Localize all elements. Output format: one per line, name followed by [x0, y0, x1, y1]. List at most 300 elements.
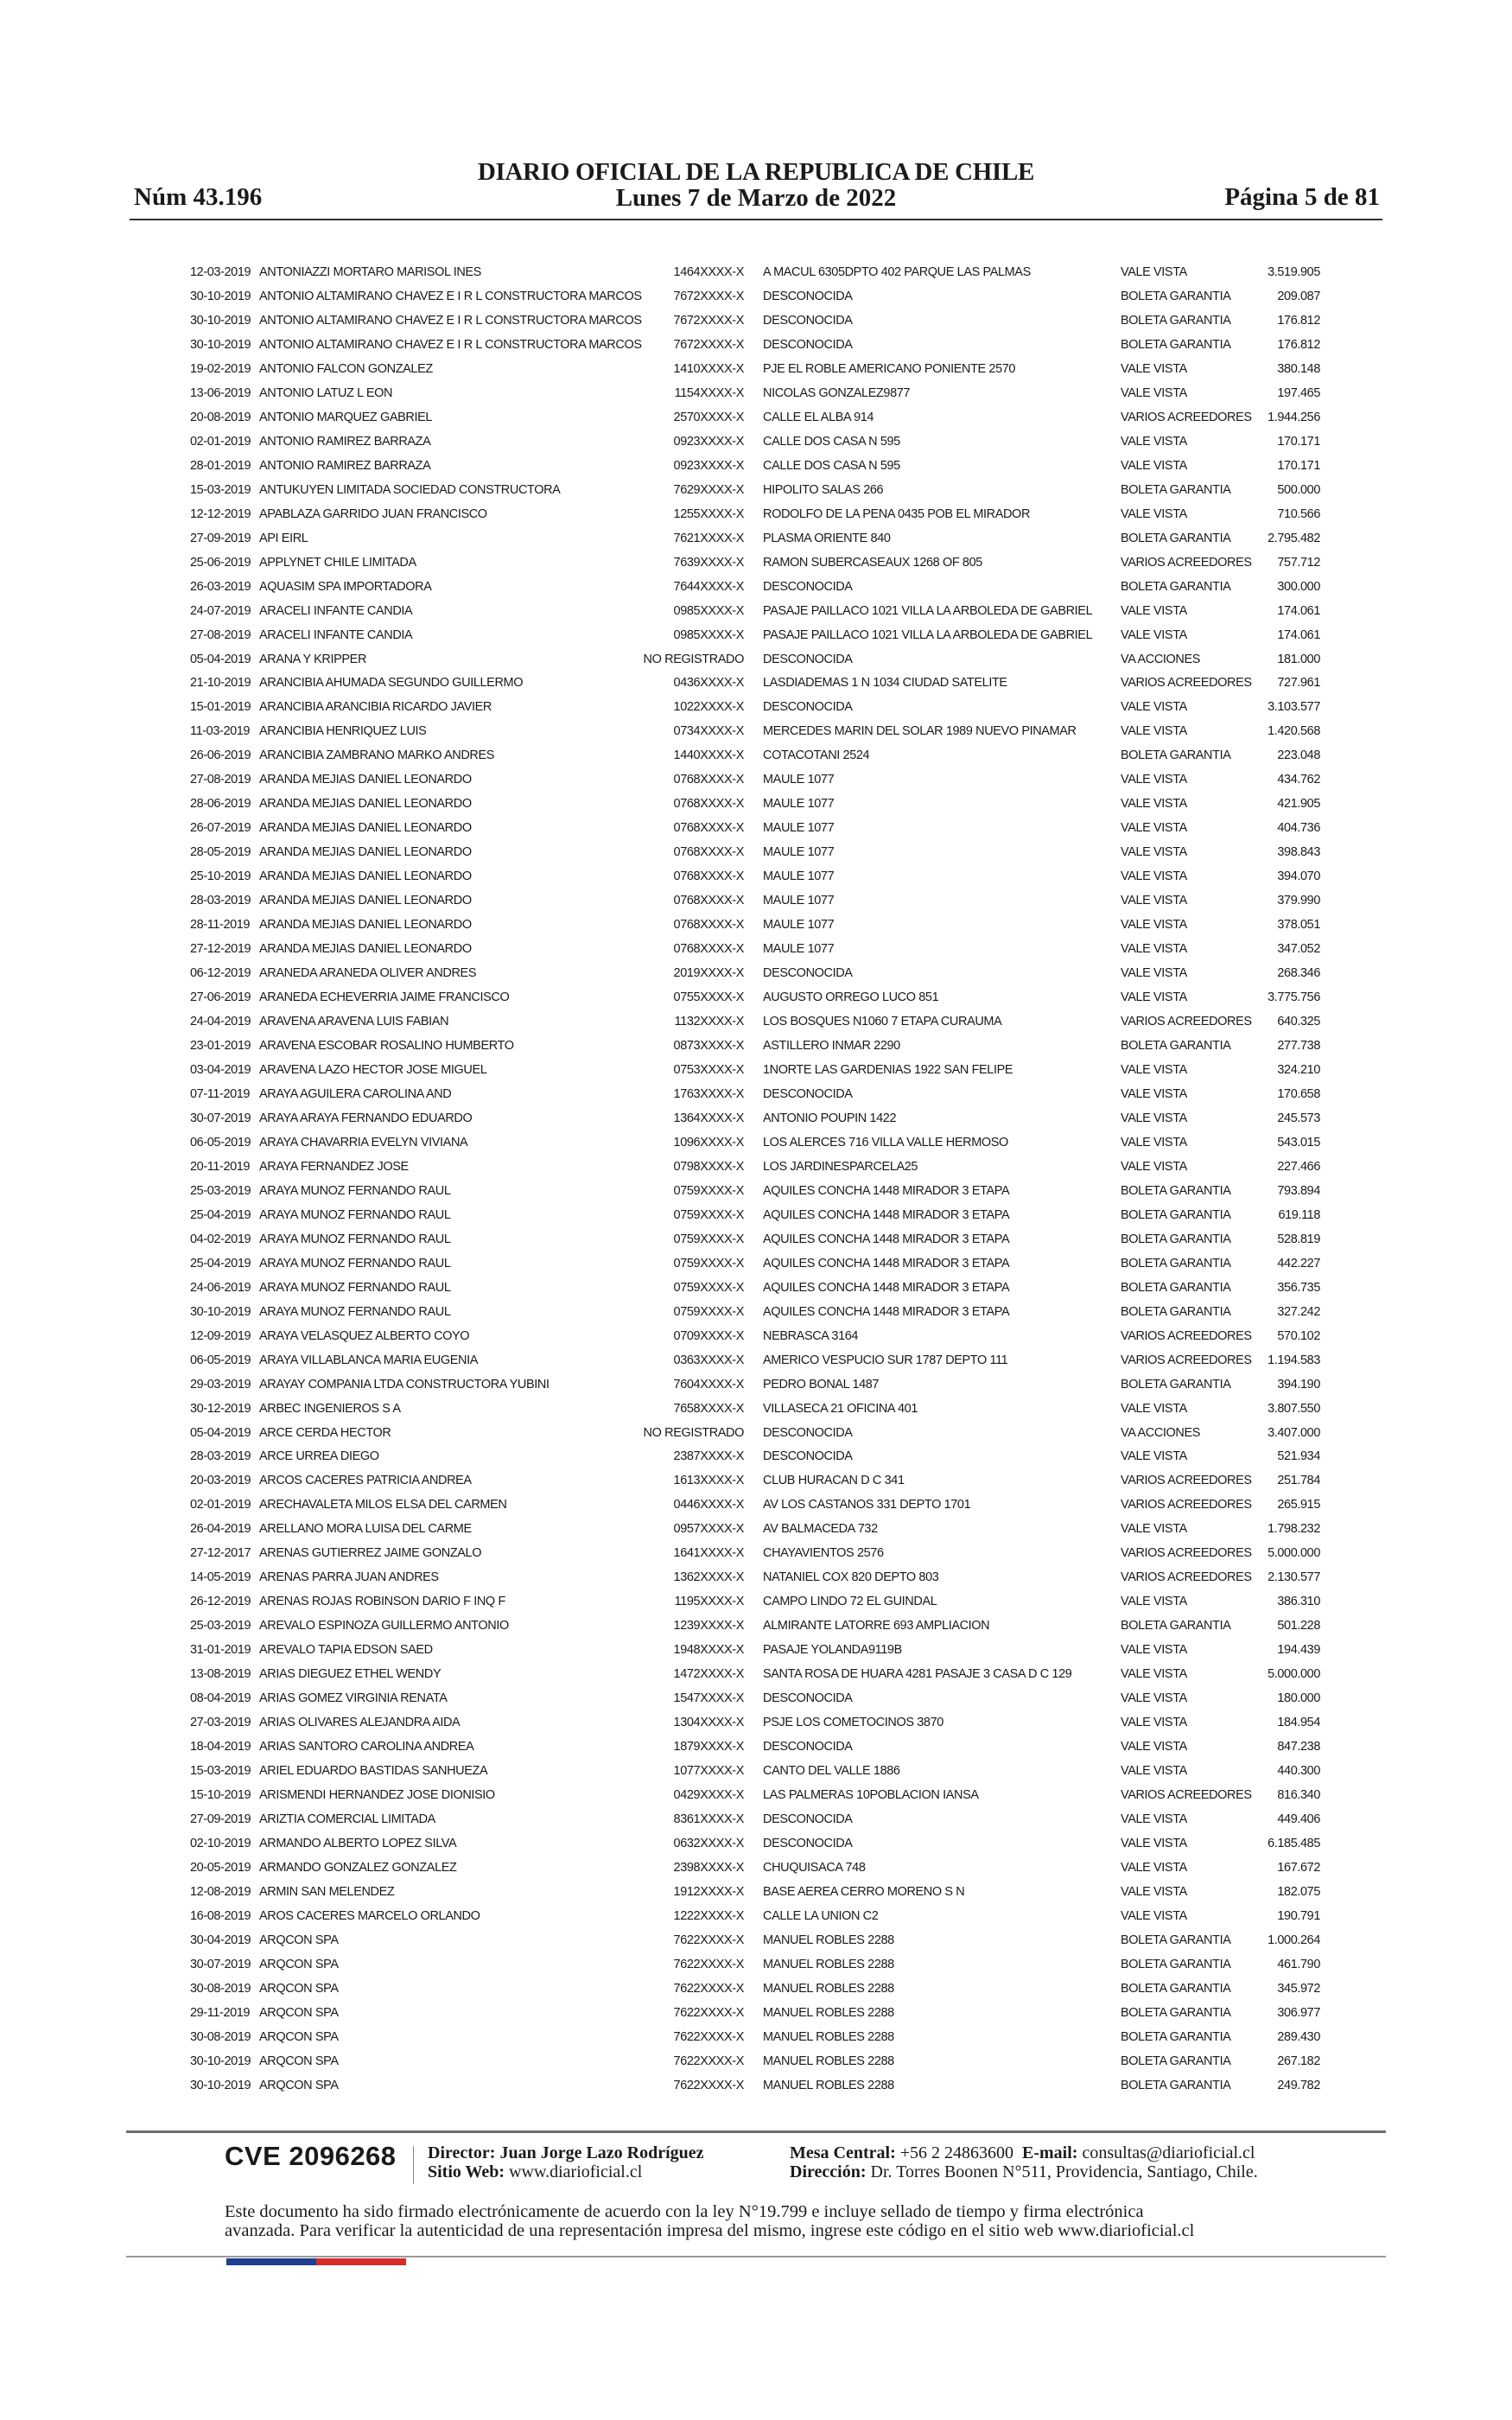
cell-name: ARANDA MEJIAS DANIEL LEONARDO — [259, 845, 472, 860]
cell-type: VARIOS ACREEDORES — [1121, 676, 1252, 691]
cell-address: LOS JARDINESPARCELA25 — [763, 1159, 918, 1174]
cell-date: 24-04-2019 — [190, 1015, 251, 1029]
cell-name: ARANCIBIA HENRIQUEZ LUIS — [259, 724, 427, 739]
cell-type: VALE VISTA — [1121, 265, 1187, 279]
cell-rut: 0436XXXX-X — [673, 676, 744, 691]
cell-amount: 449.406 — [1277, 1812, 1320, 1826]
cell-rut: 7622XXXX-X — [673, 1981, 744, 1996]
cell-address: MANUEL ROBLES 2288 — [763, 2029, 894, 2044]
cell-address: DESCONOCIDA — [763, 579, 853, 594]
cell-date: 20-03-2019 — [190, 1474, 251, 1488]
cell-amount: 227.466 — [1277, 1159, 1320, 1174]
cell-amount: 521.934 — [1277, 1449, 1320, 1464]
cell-name: ARCE CERDA HECTOR — [259, 1425, 391, 1440]
cell-name: ANTONIO LATUZ L EON — [259, 385, 393, 400]
cell-name: ARAVENA ARAVENA LUIS FABIAN — [259, 1015, 449, 1029]
table-row — [0, 284, 1512, 309]
cell-type: BOLETA GARANTIA — [1121, 1619, 1231, 1634]
cell-date: 26-12-2019 — [190, 1595, 251, 1609]
cell-date: 31-01-2019 — [190, 1643, 251, 1658]
cell-name: ARQCON SPA — [259, 1957, 339, 1971]
cell-rut: 0759XXXX-X — [673, 1256, 744, 1270]
cell-amount: 501.228 — [1277, 1619, 1320, 1634]
cell-amount: 251.784 — [1277, 1474, 1320, 1488]
cell-address: ALMIRANTE LATORRE 693 AMPLIACION — [763, 1619, 990, 1634]
cell-name: ARANEDA ARANEDA OLIVER ANDRES — [259, 966, 477, 981]
cell-type: VALE VISTA — [1121, 821, 1187, 836]
mesa-label: Mesa Central: — [790, 2143, 896, 2162]
cell-amount: 5.000.000 — [1267, 1667, 1320, 1682]
cell-name: ARAYA VILLABLANCA MARIA EUGENIA — [259, 1353, 478, 1367]
cell-address: A MACUL 6305DPTO 402 PARQUE LAS PALMAS — [763, 265, 1031, 279]
cell-amount: 3.775.756 — [1267, 990, 1320, 1005]
cell-date: 15-03-2019 — [190, 482, 251, 497]
cell-rut: 0923XXXX-X — [673, 458, 744, 473]
cell-date: 28-11-2019 — [190, 918, 251, 933]
cell-address: PASAJE PAILLACO 1021 VILLA LA ARBOLEDA DE GABRIEL — [763, 627, 1093, 642]
cell-type: VARIOS ACREEDORES — [1121, 410, 1252, 424]
cell-date: 20-08-2019 — [190, 410, 251, 424]
cell-rut: 0768XXXX-X — [673, 821, 744, 836]
cell-rut: 2570XXXX-X — [673, 410, 744, 424]
cell-name: ARQCON SPA — [259, 2054, 339, 2068]
cell-type: BOLETA GARANTIA — [1121, 2005, 1231, 2020]
cell-name: ARANDA MEJIAS DANIEL LEONARDO — [259, 821, 472, 836]
cell-date: 20-05-2019 — [190, 1860, 251, 1875]
table-row — [0, 1517, 1512, 1541]
cell-amount: 223.048 — [1277, 748, 1320, 763]
cell-amount: 1.798.232 — [1267, 1522, 1320, 1537]
cell-rut: 1879XXXX-X — [673, 1740, 744, 1754]
cell-address: LOS BOSQUES N1060 7 ETAPA CURAUMA — [763, 1015, 1002, 1029]
cell-amount: 268.346 — [1277, 966, 1320, 981]
cell-rut: 0768XXXX-X — [673, 869, 744, 884]
cell-amount: 277.738 — [1277, 1039, 1320, 1053]
director-label: Director: — [428, 2143, 496, 2162]
cell-rut: 0768XXXX-X — [673, 894, 744, 908]
cell-address: COTACOTANI 2524 — [763, 748, 870, 763]
cell-date: 26-04-2019 — [190, 1522, 251, 1537]
table-row — [0, 260, 1512, 284]
cell-type: VALE VISTA — [1121, 724, 1187, 739]
table-row — [0, 1300, 1512, 1324]
cell-amount: 347.052 — [1277, 942, 1320, 957]
table-row — [0, 1977, 1512, 2001]
table-row — [0, 1372, 1512, 1397]
table-row — [0, 357, 1512, 381]
cell-type: VARIOS ACREEDORES — [1121, 1328, 1252, 1343]
table-row — [0, 961, 1512, 985]
site-link[interactable]: www.diarioficial.cl — [509, 2162, 643, 2181]
cell-amount: 3.519.905 — [1267, 265, 1320, 279]
cell-address: PASAJE PAILLACO 1021 VILLA LA ARBOLEDA DE GABRIEL — [763, 603, 1093, 618]
cell-type: VALE VISTA — [1121, 1595, 1187, 1609]
table-row — [0, 2025, 1512, 2049]
cell-rut: 7672XXXX-X — [673, 289, 744, 303]
cell-date: 15-01-2019 — [190, 700, 251, 715]
cell-type: VALE VISTA — [1121, 1740, 1187, 1754]
table-row — [0, 864, 1512, 888]
cell-type: VALE VISTA — [1121, 627, 1187, 642]
table-row — [0, 478, 1512, 502]
cell-address: AQUILES CONCHA 1448 MIRADOR 3 ETAPA — [763, 1183, 1010, 1198]
cell-type: VALE VISTA — [1121, 1908, 1187, 1923]
table-row — [0, 647, 1512, 672]
table-row — [0, 1227, 1512, 1251]
cell-rut: 7622XXXX-X — [673, 2078, 744, 2092]
cell-date: 27-08-2019 — [190, 627, 251, 642]
cell-amount: 170.171 — [1277, 434, 1320, 449]
cell-name: ARQCON SPA — [259, 1933, 339, 1947]
cell-rut: 7604XXXX-X — [673, 1377, 744, 1392]
cell-amount: 528.819 — [1277, 1232, 1320, 1246]
cell-address: AQUILES CONCHA 1448 MIRADOR 3 ETAPA — [763, 1232, 1010, 1246]
cell-name: ARANDA MEJIAS DANIEL LEONARDO — [259, 869, 472, 884]
cell-name: ANTONIO ALTAMIRANO CHAVEZ E I R L CONSTRUCTORA MARCOS — [259, 337, 642, 352]
cell-rut: 7622XXXX-X — [673, 2005, 744, 2020]
cell-address: LASDIADEMAS 1 N 1034 CIUDAD SATELITE — [763, 676, 1007, 691]
cell-amount: 442.227 — [1277, 1256, 1320, 1270]
cell-rut: 7672XXXX-X — [673, 337, 744, 352]
cell-date: 28-03-2019 — [190, 894, 251, 908]
cell-rut: 0768XXXX-X — [673, 845, 744, 860]
cell-address: CALLE DOS CASA N 595 — [763, 458, 900, 473]
cell-name: ARQCON SPA — [259, 1981, 339, 1996]
cell-type: BOLETA GARANTIA — [1121, 482, 1231, 497]
cell-rut: 0759XXXX-X — [673, 1183, 744, 1198]
cell-address: CALLE LA UNION C2 — [763, 1908, 879, 1923]
cell-rut: 2387XXXX-X — [673, 1449, 744, 1464]
cell-name: ARAYA MUNOZ FERNANDO RAUL — [259, 1280, 451, 1295]
cell-type: VA ACCIONES — [1121, 652, 1201, 666]
cell-amount: 324.210 — [1277, 1062, 1320, 1077]
cell-amount: 1.194.583 — [1267, 1353, 1320, 1367]
cell-rut: 7622XXXX-X — [673, 2054, 744, 2068]
table-row — [0, 1904, 1512, 1928]
cell-amount: 394.070 — [1277, 869, 1320, 884]
cell-name: ARIAS GOMEZ VIRGINIA RENATA — [259, 1691, 448, 1706]
cell-amount: 181.000 — [1277, 652, 1320, 666]
cell-type: VALE VISTA — [1121, 1062, 1187, 1077]
cell-rut: 2398XXXX-X — [673, 1860, 744, 1875]
table-row — [0, 695, 1512, 719]
table-row — [0, 1928, 1512, 1952]
cell-rut: 1132XXXX-X — [674, 1015, 744, 1029]
cell-address: AV LOS CASTANOS 331 DEPTO 1701 — [763, 1498, 971, 1512]
cell-address: MANUEL ROBLES 2288 — [763, 1957, 894, 1971]
cell-address: MANUEL ROBLES 2288 — [763, 2005, 894, 2020]
cell-address: LAS PALMERAS 10POBLACION IANSA — [763, 1788, 979, 1803]
cell-date: 25-03-2019 — [190, 1619, 251, 1634]
cell-name: ARISMENDI HERNANDEZ JOSE DIONISIO — [259, 1788, 495, 1803]
cell-type: BOLETA GARANTIA — [1121, 2054, 1231, 2068]
cell-amount: 190.791 — [1277, 1908, 1320, 1923]
cell-date: 30-07-2019 — [190, 1957, 251, 1971]
header-divider — [130, 219, 1382, 220]
cell-type: BOLETA GARANTIA — [1121, 1957, 1231, 1971]
cell-date: 28-06-2019 — [190, 797, 251, 812]
cell-name: ARIAS OLIVARES ALEJANDRA AIDA — [259, 1716, 461, 1730]
cell-name: ARIAS SANTORO CAROLINA ANDREA — [259, 1740, 474, 1754]
cell-amount: 176.812 — [1277, 313, 1320, 328]
cell-date: 02-01-2019 — [190, 1498, 251, 1512]
cell-date: 12-12-2019 — [190, 506, 251, 521]
table-row — [0, 2001, 1512, 2025]
table-row — [0, 1831, 1512, 1856]
cell-date: 24-07-2019 — [190, 603, 251, 618]
cell-rut: 1364XXXX-X — [673, 1111, 744, 1125]
cell-address: DESCONOCIDA — [763, 1740, 853, 1754]
issue-number: Núm 43.196 — [134, 183, 263, 211]
cell-name: ARIEL EDUARDO BASTIDAS SANHUEZA — [259, 1764, 488, 1779]
table-row — [0, 1614, 1512, 1638]
cell-rut: 0755XXXX-X — [673, 990, 744, 1005]
table-row — [0, 1589, 1512, 1614]
footer-director-block — [428, 2143, 704, 2181]
table-row — [0, 743, 1512, 767]
cell-date: 03-04-2019 — [190, 1062, 251, 1077]
footer-vertical-divider — [413, 2146, 414, 2184]
cell-type: VARIOS ACREEDORES — [1121, 555, 1252, 570]
cell-date: 27-12-2019 — [190, 942, 251, 957]
cell-rut: 0759XXXX-X — [673, 1304, 744, 1319]
cell-address: DESCONOCIDA — [763, 1691, 853, 1706]
cell-date: 15-03-2019 — [190, 1764, 251, 1779]
cell-rut: 0985XXXX-X — [673, 603, 744, 618]
cell-amount: 306.977 — [1277, 2005, 1320, 2020]
cell-address: MAULE 1077 — [763, 869, 835, 884]
table-row — [0, 309, 1512, 333]
cell-rut: 1195XXXX-X — [674, 1595, 744, 1609]
cell-rut: 7639XXXX-X — [673, 555, 744, 570]
cell-date: 28-05-2019 — [190, 845, 251, 860]
cell-name: ARANDA MEJIAS DANIEL LEONARDO — [259, 894, 472, 908]
table-row — [0, 1058, 1512, 1082]
table-row — [0, 1106, 1512, 1130]
cell-date: 27-06-2019 — [190, 990, 251, 1005]
cell-name: ARAYA ARAYA FERNANDO EDUARDO — [259, 1111, 473, 1125]
footer-contact-block — [790, 2143, 1258, 2181]
cell-date: 30-12-2019 — [190, 1401, 251, 1416]
cell-date: 25-06-2019 — [190, 555, 251, 570]
cell-amount: 245.573 — [1277, 1111, 1320, 1125]
cell-type: VALE VISTA — [1121, 1860, 1187, 1875]
table-row — [0, 405, 1512, 430]
cell-type: VALE VISTA — [1121, 1086, 1187, 1101]
cell-name: ARANDA MEJIAS DANIEL LEONARDO — [259, 942, 472, 957]
table-row — [0, 1468, 1512, 1493]
signature-notice — [225, 2202, 1348, 2240]
cell-address: MAULE 1077 — [763, 942, 835, 957]
cell-name: ARAYA VELASQUEZ ALBERTO COYO — [259, 1328, 470, 1343]
cell-rut: 0759XXXX-X — [673, 1207, 744, 1222]
cell-address: MANUEL ROBLES 2288 — [763, 1933, 894, 1947]
cell-rut: 0873XXXX-X — [673, 1039, 744, 1053]
cell-amount: 3.407.000 — [1267, 1425, 1320, 1440]
table-row — [0, 381, 1512, 405]
table-row — [0, 333, 1512, 357]
table-row — [0, 671, 1512, 695]
table-row — [0, 1179, 1512, 1203]
email-link[interactable]: consultas@diarioficial.cl — [1082, 2143, 1255, 2162]
table-row — [0, 888, 1512, 913]
table-row — [0, 1638, 1512, 1662]
cell-type: VALE VISTA — [1121, 869, 1187, 884]
cell-name: AREVALO TAPIA EDSON SAED — [259, 1643, 433, 1658]
cell-amount: 3.807.550 — [1267, 1401, 1320, 1416]
flag-stripe-red — [316, 2258, 406, 2265]
cell-amount: 1.420.568 — [1267, 724, 1320, 739]
cell-amount: 394.190 — [1277, 1377, 1320, 1392]
cell-amount: 500.000 — [1277, 482, 1320, 497]
table-row — [0, 1541, 1512, 1565]
cell-rut: 1410XXXX-X — [673, 361, 744, 376]
cell-name: ARENAS PARRA JUAN ANDRES — [259, 1570, 439, 1585]
table-row — [0, 816, 1512, 840]
cell-address: MAULE 1077 — [763, 894, 835, 908]
cell-amount: 816.340 — [1277, 1788, 1320, 1803]
cell-amount: 194.439 — [1277, 1643, 1320, 1658]
cell-name: ARACELI INFANTE CANDIA — [259, 627, 413, 642]
cell-type: VALE VISTA — [1121, 1643, 1187, 1658]
cell-address: CANTO DEL VALLE 1886 — [763, 1764, 900, 1779]
site-label: Sitio Web: — [428, 2162, 505, 2181]
cell-name: ARAVENA LAZO HECTOR JOSE MIGUEL — [259, 1062, 487, 1077]
cell-name: ARENAS GUTIERREZ JAIME GONZALO — [259, 1546, 482, 1561]
cell-type: BOLETA GARANTIA — [1121, 531, 1231, 545]
cell-name: ARACELI INFANTE CANDIA — [259, 603, 413, 618]
cell-name: ARANDA MEJIAS DANIEL LEONARDO — [259, 918, 472, 933]
cell-amount: 2.130.577 — [1267, 1570, 1320, 1585]
cell-date: 30-10-2019 — [190, 2054, 251, 2068]
cell-address: MAULE 1077 — [763, 773, 835, 787]
cell-date: 30-08-2019 — [190, 2029, 251, 2044]
cell-rut: 8361XXXX-X — [673, 1812, 744, 1826]
cell-amount: 386.310 — [1277, 1595, 1320, 1609]
cell-name: ARIZTIA COMERCIAL LIMITADA — [259, 1812, 435, 1826]
cell-address: AQUILES CONCHA 1448 MIRADOR 3 ETAPA — [763, 1304, 1010, 1319]
cell-name: ARAYA MUNOZ FERNANDO RAUL — [259, 1232, 451, 1246]
cell-name: ANTONIO RAMIREZ BARRAZA — [259, 458, 431, 473]
cell-date: 08-04-2019 — [190, 1691, 251, 1706]
cell-rut: 0709XXXX-X — [673, 1328, 744, 1343]
cell-address: MAULE 1077 — [763, 821, 835, 836]
cell-name: API EIRL — [259, 531, 308, 545]
cell-type: VALE VISTA — [1121, 918, 1187, 933]
cell-address: DESCONOCIDA — [763, 966, 853, 981]
cell-address: CHAYAVIENTOS 2576 — [763, 1546, 884, 1561]
cell-type: VALE VISTA — [1121, 773, 1187, 787]
table-row — [0, 1130, 1512, 1155]
cell-name: ARMANDO ALBERTO LOPEZ SILVA — [259, 1836, 457, 1850]
cell-name: AROS CACERES MARCELO ORLANDO — [259, 1908, 480, 1923]
cell-name: ARANCIBIA ZAMBRANO MARKO ANDRES — [259, 748, 495, 763]
cell-amount: 379.990 — [1277, 894, 1320, 908]
cell-date: 19-02-2019 — [190, 361, 251, 376]
cell-date: 27-08-2019 — [190, 773, 251, 787]
cell-date: 27-09-2019 — [190, 1812, 251, 1826]
cell-amount: 174.061 — [1277, 627, 1320, 642]
cell-type: VALE VISTA — [1121, 506, 1187, 521]
director-line — [428, 2143, 704, 2162]
cell-name: ANTONIO ALTAMIRANO CHAVEZ E I R L CONSTRUCTORA MARCOS — [259, 313, 642, 328]
cell-type: VALE VISTA — [1121, 1716, 1187, 1730]
cell-name: ARANCIBIA AHUMADA SEGUNDO GUILLERMO — [259, 676, 524, 691]
cell-name: APPLYNET CHILE LIMITADA — [259, 555, 416, 570]
cell-type: BOLETA GARANTIA — [1121, 1207, 1231, 1222]
table-row — [0, 623, 1512, 647]
cell-date: 25-04-2019 — [190, 1207, 251, 1222]
cell-name: ARAVENA ESCOBAR ROSALINO HUMBERTO — [259, 1039, 514, 1053]
cell-address: CAMPO LINDO 72 EL GUINDAL — [763, 1595, 937, 1609]
cell-amount: 434.762 — [1277, 773, 1320, 787]
cell-name: ARECHAVALETA MILOS ELSA DEL CARMEN — [259, 1498, 507, 1512]
cell-rut: 0753XXXX-X — [673, 1062, 744, 1077]
table-row — [0, 1324, 1512, 1348]
cell-name: ARAYAY COMPANIA LTDA CONSTRUCTORA YUBINI — [259, 1377, 550, 1392]
cell-amount: 847.238 — [1277, 1740, 1320, 1754]
issue-date: Lunes 7 de Marzo de 2022 — [615, 184, 897, 212]
cell-date: 15-10-2019 — [190, 1788, 251, 1803]
cell-type: VALE VISTA — [1121, 894, 1187, 908]
cell-name: ARAYA MUNOZ FERNANDO RAUL — [259, 1183, 451, 1198]
cell-amount: 398.843 — [1277, 845, 1320, 860]
cell-rut: 1641XXXX-X — [673, 1546, 744, 1561]
cell-type: VALE VISTA — [1121, 1667, 1187, 1682]
cell-date: 30-10-2019 — [190, 2078, 251, 2092]
table-row — [0, 2073, 1512, 2098]
cell-type: BOLETA GARANTIA — [1121, 579, 1231, 594]
footer-divider-top — [126, 2130, 1386, 2133]
cell-address: MAULE 1077 — [763, 918, 835, 933]
cell-address: CALLE EL ALBA 914 — [763, 410, 874, 424]
notice-line-2: avanzada. Para verificar la autenticidad de una representación impresa del mismo, ingrese este código en el sitio web www.diarioficial.cl — [225, 2221, 1195, 2240]
cell-amount: 170.658 — [1277, 1086, 1320, 1101]
table-row — [0, 1735, 1512, 1759]
cell-rut: 1362XXXX-X — [673, 1570, 744, 1585]
cell-address: CHUQUISACA 748 — [763, 1860, 866, 1875]
cell-rut: 0768XXXX-X — [673, 942, 744, 957]
cell-amount: 793.894 — [1277, 1183, 1320, 1198]
address-value: Dr. Torres Boonen N°511, Providencia, Santiago, Chile. — [870, 2162, 1258, 2181]
cell-address: RODOLFO DE LA PENA 0435 POB EL MIRADOR — [763, 506, 1031, 521]
cell-type: BOLETA GARANTIA — [1121, 2029, 1231, 2044]
cell-name: ARANDA MEJIAS DANIEL LEONARDO — [259, 773, 472, 787]
cell-rut: 0759XXXX-X — [673, 1232, 744, 1246]
cell-address: AMERICO VESPUCIO SUR 1787 DEPTO 111 — [763, 1353, 1008, 1367]
cell-rut: 1547XXXX-X — [673, 1691, 744, 1706]
cell-amount: 267.182 — [1277, 2054, 1320, 2068]
cell-name: ARAYA FERNANDEZ JOSE — [259, 1159, 409, 1174]
cell-date: 25-04-2019 — [190, 1256, 251, 1270]
cell-address: MANUEL ROBLES 2288 — [763, 2078, 894, 2092]
table-row — [0, 1009, 1512, 1034]
table-row — [0, 526, 1512, 551]
address-label: Dirección: — [790, 2162, 867, 2181]
cell-date: 21-10-2019 — [190, 676, 251, 691]
cell-date: 28-03-2019 — [190, 1449, 251, 1464]
cell-type: VALE VISTA — [1121, 1401, 1187, 1416]
cell-name: ARAYA MUNOZ FERNANDO RAUL — [259, 1256, 451, 1270]
cell-type: VARIOS ACREEDORES — [1121, 1015, 1252, 1029]
cell-name: ARQCON SPA — [259, 2005, 339, 2020]
cell-name: ARIAS DIEGUEZ ETHEL WENDY — [259, 1667, 442, 1682]
cell-type: VARIOS ACREEDORES — [1121, 1546, 1252, 1561]
mesa-phone: +56 2 24863600 — [899, 2143, 1014, 2162]
cell-address: DESCONOCIDA — [763, 337, 853, 352]
cell-type: VALE VISTA — [1121, 1111, 1187, 1125]
cell-name: ARAYA CHAVARRIA EVELYN VIVIANA — [259, 1135, 468, 1150]
